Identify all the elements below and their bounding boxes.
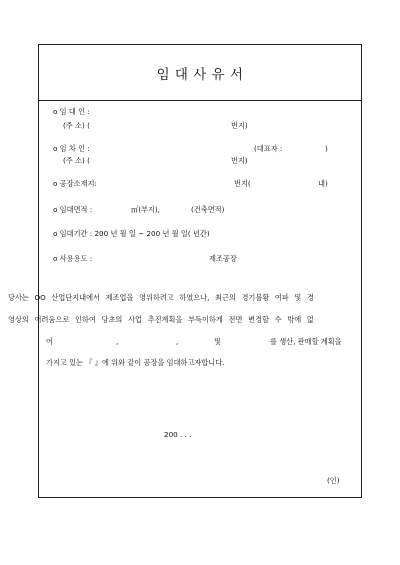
lease-period: o 임대기간 : 200 년 월 일 ~ 200 년 월 일( 년간) [53,229,210,238]
body-word: 경기불황 [241,293,270,302]
body-line-2 [8,316,314,323]
body-word: 부득이하게 [188,315,223,324]
body-line-4: 가지고 있는 『 』에 위와 같이 공장을 임대하고자합니다. [46,358,225,367]
body-line-3-comma-1: , [116,337,119,346]
lessee-address-suffix: 번지) [231,156,248,165]
lessor-address-suffix: 번지) [231,121,248,130]
body-word: OO [34,293,46,302]
body-line-3-start: 어 [46,337,53,346]
body-word: 사업 [128,315,142,324]
body-word: 당초의 [101,315,123,324]
body-word: 추진계획을 [147,315,183,324]
body-word: 어려움으로 [34,315,70,324]
body-word: 영상의 [8,315,29,324]
use-value: 제조공장 [209,254,237,263]
lessee-label: o 임 차 인 : [53,144,90,153]
body-word: 최근의 [215,293,236,302]
lessee-representative: (대표자 : [254,144,283,153]
body-word: 경 [306,293,314,302]
body-word: 및 [294,293,302,302]
body-word: 없 [306,315,314,324]
body-word: 인하여 [74,315,96,324]
title-row [39,45,361,101]
seal-mark: (인) [327,476,340,485]
body-word: 하였으나, [179,293,210,302]
use-label: o 사용용도 : [53,254,93,263]
body-line-3-and: 및 [214,337,221,346]
body-word: 당사는 [8,293,29,302]
lessee-representative-close: ) [325,144,328,153]
lease-area-site: ㎡(부지), [131,205,160,214]
body-word: 여파 [274,293,289,302]
document-title: 임 대 사 유 서 [156,66,244,83]
lessee-address-label: (주 소) ( [63,156,90,165]
body-word: 영위하려고 [139,293,174,302]
lessor-label: o 임 대 인 : [53,107,90,116]
body-word: 변경할 [248,315,269,324]
body-line-1 [8,294,314,301]
factory-location-lot: 번지( [234,179,251,188]
body-line-3-end: 를 생산, 판매할 계획을 [270,337,342,346]
body-word: 밖에 [287,315,302,324]
lease-area-building: (건축면적) [191,205,225,214]
document-date: 200 . . . [164,430,192,439]
body-word: 산업단지내에서 [51,293,100,302]
lessor-address-label: (주 소) ( [63,121,90,130]
body-word: 전면 [228,315,243,324]
body-line-3-comma-2: , [176,337,179,346]
factory-location-label: o 공장소재지: [53,179,97,188]
lease-area-label: o 임대면적 : [53,205,93,214]
body-word: 제조업을 [105,293,134,302]
body-word: 수 [274,315,282,324]
factory-location-end: 내) [318,179,328,188]
